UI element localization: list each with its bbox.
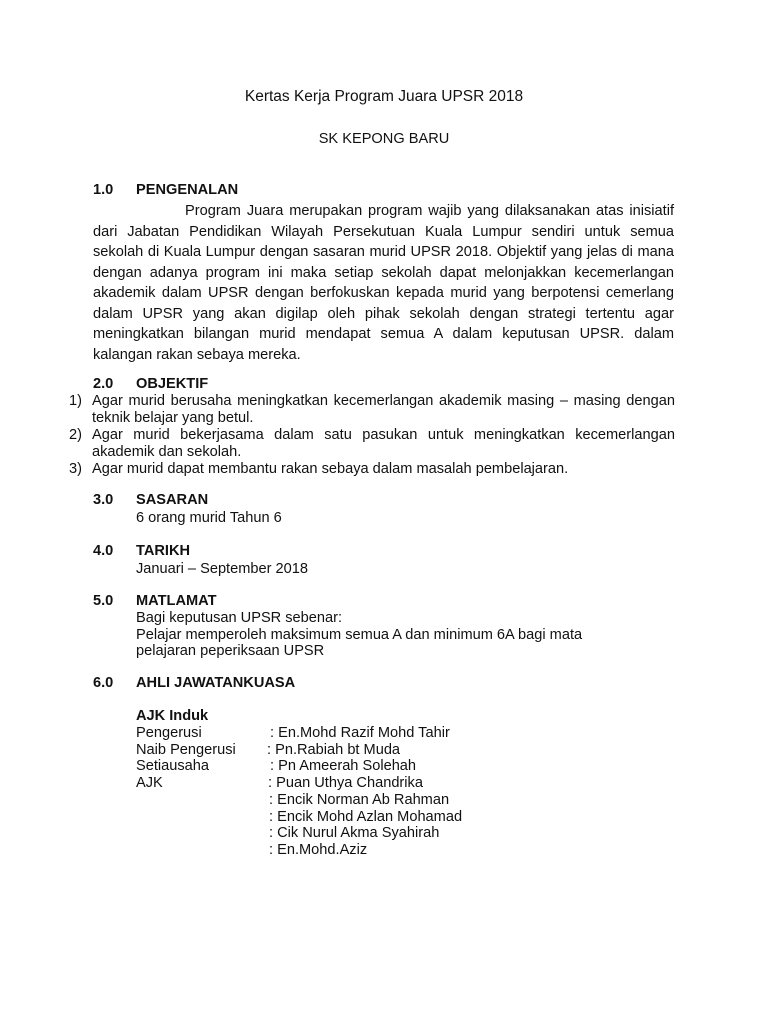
committee-role: Naib Pengerusi xyxy=(136,742,236,758)
committee-member-name: : En.Mohd Razif Mohd Tahir xyxy=(270,725,450,741)
section-title: SASARAN xyxy=(136,492,209,508)
section-heading-pengenalan xyxy=(93,182,238,198)
document-title: Kertas Kerja Program Juara UPSR 2018 xyxy=(244,88,524,105)
committee-member-name: : Cik Nurul Akma Syahirah xyxy=(269,825,440,841)
introduction-paragraph xyxy=(93,201,674,365)
section-heading-objektif xyxy=(93,376,208,392)
introduction-text: Program Juara merupakan program wajib yang dilaksanakan atas inisiatif dari Jabatan Pendidikan Wilayah Persekutuan Kuala Lumpur sendiri untuk semua sekolah di Kuala Lumpur dengan sasaran murid UPSR 2018. Objektif yang jelas di mana dengan adanya program ini maka setiap sekolah dapat melonjakkan kecemerlangan akademik dalam UPSR dengan berfokuskan kepada murid yang berpotensi cemerlang dalam UPSR yang akan digilap oleh pihak sekolah dengan strategi tertentu agar meningkatkan bilangan murid mendapat semua A dalam keputusan UPSR. dalam kalangan rakan sebaya mereka. xyxy=(93,203,674,363)
goal-line-3: pelajaran peperiksaan UPSR xyxy=(136,643,325,659)
section-number: 3.0 xyxy=(93,492,114,508)
section-number: 1.0 xyxy=(93,182,114,198)
objectives-list xyxy=(69,393,675,478)
date-text: Januari – September 2018 xyxy=(136,561,308,577)
committee-member-name: : Pn.Rabiah bt Muda xyxy=(267,742,401,758)
objective-marker: 2) xyxy=(69,427,82,443)
goal-line-1: Bagi keputusan UPSR sebenar: xyxy=(136,610,343,626)
committee-subheading: AJK Induk xyxy=(136,708,209,724)
section-heading-matlamat xyxy=(93,593,217,609)
goal-line-2: Pelajar memperoleh maksimum semua A dan minimum 6A bagi mata xyxy=(136,627,583,643)
committee-role: AJK xyxy=(136,775,163,791)
section-heading-ahli-jawatankuasa xyxy=(93,675,295,691)
committee-member-name: : En.Mohd.Aziz xyxy=(269,842,368,858)
committee-member-name: : Encik Norman Ab Rahman xyxy=(269,792,450,808)
objective-text: Agar murid berusaha meningkatkan kecemerlangan akademik masing – masing dengan teknik belajar yang betul. xyxy=(92,393,675,426)
objective-item xyxy=(69,461,675,478)
section-title: AHLI JAWATANKUASA xyxy=(136,675,296,691)
objective-text: Agar murid bekerjasama dalam satu pasukan untuk meningkatkan kecemerlangan akademik dan sekolah. xyxy=(92,427,675,460)
target-text: 6 orang murid Tahun 6 xyxy=(136,510,282,526)
section-title: PENGENALAN xyxy=(136,182,239,198)
school-name: SK KEPONG BARU xyxy=(318,131,450,147)
committee-role: Pengerusi xyxy=(136,725,202,741)
objective-marker: 3) xyxy=(69,461,82,477)
objective-marker: 1) xyxy=(69,393,82,409)
section-title: MATLAMAT xyxy=(136,593,217,609)
section-heading-sasaran xyxy=(93,492,208,508)
committee-member-name: : Encik Mohd Azlan Mohamad xyxy=(269,809,463,825)
section-number: 2.0 xyxy=(93,376,114,392)
section-number: 5.0 xyxy=(93,593,114,609)
section-heading-tarikh xyxy=(93,543,190,559)
objective-item xyxy=(69,393,675,427)
section-title: OBJEKTIF xyxy=(136,376,209,392)
section-title: TARIKH xyxy=(136,543,191,559)
committee-role: Setiausaha xyxy=(136,758,210,774)
committee-member-name: : Puan Uthya Chandrika xyxy=(268,775,423,791)
committee-member-name: : Pn Ameerah Solehah xyxy=(270,758,417,774)
objective-item xyxy=(69,427,675,461)
section-number: 6.0 xyxy=(93,675,114,691)
section-number: 4.0 xyxy=(93,543,114,559)
objective-text: Agar murid dapat membantu rakan sebaya dalam masalah pembelajaran. xyxy=(92,461,569,477)
